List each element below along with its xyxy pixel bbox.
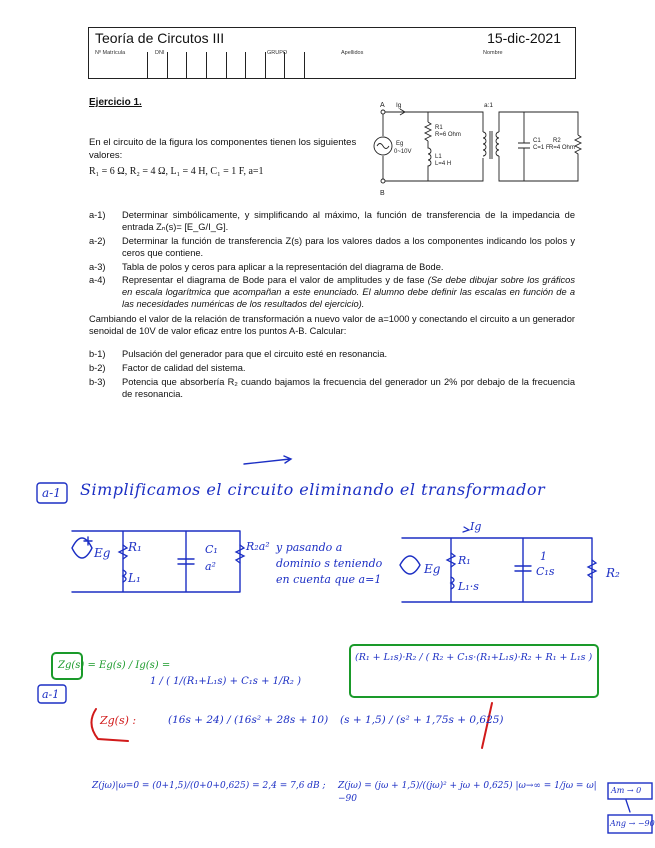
exercise-intro: En el circuito de la figura los componentes tienen los siguientes valores: xyxy=(89,137,357,161)
question-text: Tabla de polos y ceros para aplicar a la representación del diagrama de Bode. xyxy=(122,262,444,272)
source-right xyxy=(400,556,420,574)
l1-value: L=4 H xyxy=(435,161,452,167)
source-left xyxy=(72,537,92,558)
exercise-heading: Ejercicio 1. xyxy=(89,97,142,108)
field-nombre-label: Nombre xyxy=(483,50,503,56)
part-b-intro: Cambiando el valor de la relación de transformación a nuevo valor de a=1000 y conectando el circuito a un generador senoidal de 10V de valor eficaz entre los puntos A-B. Calcular: xyxy=(89,314,575,336)
section-tag: a-1 xyxy=(42,486,61,500)
r1-name: R1 xyxy=(435,125,443,131)
field-apellidos-label: Apellidos xyxy=(341,50,364,56)
field-matricula-label: Nº Matrícula xyxy=(95,50,126,56)
question-label: b-2) xyxy=(89,363,106,373)
c1-value: C=1 F xyxy=(533,145,550,151)
component-values: R₁ = 6 Ω, R₂ = 4 Ω, L₁ = 4 H, C₁ = 1 F, a=1 xyxy=(89,166,264,177)
node-b-label: B xyxy=(380,190,385,197)
r1-value: R=6 Ohm xyxy=(435,132,461,138)
source-value: 0~10V xyxy=(394,149,412,155)
question-text: Representar el diagrama de Bode para el valor de amplitudes y de fase xyxy=(122,275,428,285)
course-title: Teoría de Circutos III xyxy=(95,30,225,46)
section-tag-2: a-1 xyxy=(42,688,60,701)
c1-name: C1 xyxy=(533,138,541,144)
hw-l1-left: L₁ xyxy=(128,571,141,585)
am-limit: Am → 0 xyxy=(611,786,642,795)
question-text: Potencia que absorbería R₂ cuando bajamos la frecuencia del generador un 2% por debajo de la frecuencia de resonancia. xyxy=(122,377,575,399)
question-label: a-3) xyxy=(89,262,106,272)
ang-limit: Ang → −90 xyxy=(610,819,655,828)
field-dni-label: DNI xyxy=(155,50,165,56)
source-name: Eg xyxy=(396,141,404,147)
hw-l1s: L₁·s xyxy=(458,580,479,593)
r2-value: R=4 Ohm xyxy=(549,145,575,151)
node-a-label: A xyxy=(380,102,385,109)
question-text: Factor de calidad del sistema. xyxy=(122,363,246,373)
question-text: Determinar simbólicamente, y simplificando al máximo, la función de transferencia de la impedancia de entrada Zₙ(s)= [E_G/I_G]. xyxy=(122,210,575,232)
eq-zs-lhs: Zg(s) : xyxy=(100,714,137,727)
hw-c1-under: a² xyxy=(205,560,216,573)
hw-c1-over: C₁ xyxy=(205,543,218,556)
pen-tick xyxy=(626,800,630,812)
hw-c1s: C₁s xyxy=(536,565,555,578)
ig-arrow xyxy=(463,527,469,532)
hw-eg-left: Eg xyxy=(94,546,111,560)
current-label: Ig xyxy=(396,102,402,109)
hw-r1-right: R₁ xyxy=(458,554,471,567)
question-text: Determinar la función de transferencia Z(s) para los valores dados a los componentes indicando los polos y ceros que contiene. xyxy=(122,236,575,258)
turns-ratio: a:1 xyxy=(484,102,494,109)
hw-eg-right: Eg xyxy=(424,562,441,576)
hw-r1-left: R₁ xyxy=(128,540,142,554)
question-label: a-2) xyxy=(89,236,106,246)
eq-zjw-inf: Z(jω) = (jω + 1,5)/((jω)² + jω + 0,625) |ω→∞ = 1/jω = ω|−90 xyxy=(338,781,597,804)
eq-zs-rhs: (s + 1,5) / (s² + 1,75s + 0,625) xyxy=(340,714,504,726)
eq-zjw-zero: Z(jω)|ω=0 = (0+1,5)/(0+0+0,625) = 2,4 = 7,6 dB ; xyxy=(92,781,326,791)
hw-r2-right: R₂ xyxy=(606,566,620,580)
hw-line-1: Simplificamos el circuito eliminando el transformador xyxy=(80,480,546,499)
hw-ig: Ig xyxy=(470,520,482,533)
eq-zs-mid: (16s + 24) / (16s² + 28s + 10) xyxy=(168,714,329,726)
question-label: a-1) xyxy=(89,210,106,220)
eq-zg-lhs: Zg(s) = Eg(s) / Ig(s) = xyxy=(58,660,171,671)
pen-arrow xyxy=(244,456,291,464)
hw-remark: y pasando a dominio s teniendo en cuenta que a=1 xyxy=(276,541,383,586)
r2-name: R2 xyxy=(553,138,561,144)
question-text: Pulsación del generador para que el circuito esté en resonancia. xyxy=(122,349,388,359)
exam-date: 15-dic-2021 xyxy=(487,30,561,46)
question-label: b-3) xyxy=(89,377,106,387)
l1-name: L1 xyxy=(435,154,442,160)
question-label: a-4) xyxy=(89,275,106,285)
eq-zg-mid: 1 / ( 1/(R₁+L₁s) + C₁s + 1/R₂ ) xyxy=(150,676,302,687)
question-note: (Se debe dibujar sobre los gráficos en escala logarítmica que acompañan a este enunciado. El alumno debe definir las escalas en función de a las necesidades numéricas de los resultados del ejercicio). xyxy=(122,275,575,309)
eq-zg-rhs: (R₁ + L₁s)·R₂ / ( R₂ + C₁s·(R₁+L₁s)·R₂ + R₁ + L₁s ) xyxy=(355,652,593,663)
hw-r2a2: R₂a² xyxy=(246,540,270,553)
question-label: b-1) xyxy=(89,349,106,359)
hw-one: 1 xyxy=(540,550,547,563)
field-grupo-label: GRUPO xyxy=(267,50,288,56)
